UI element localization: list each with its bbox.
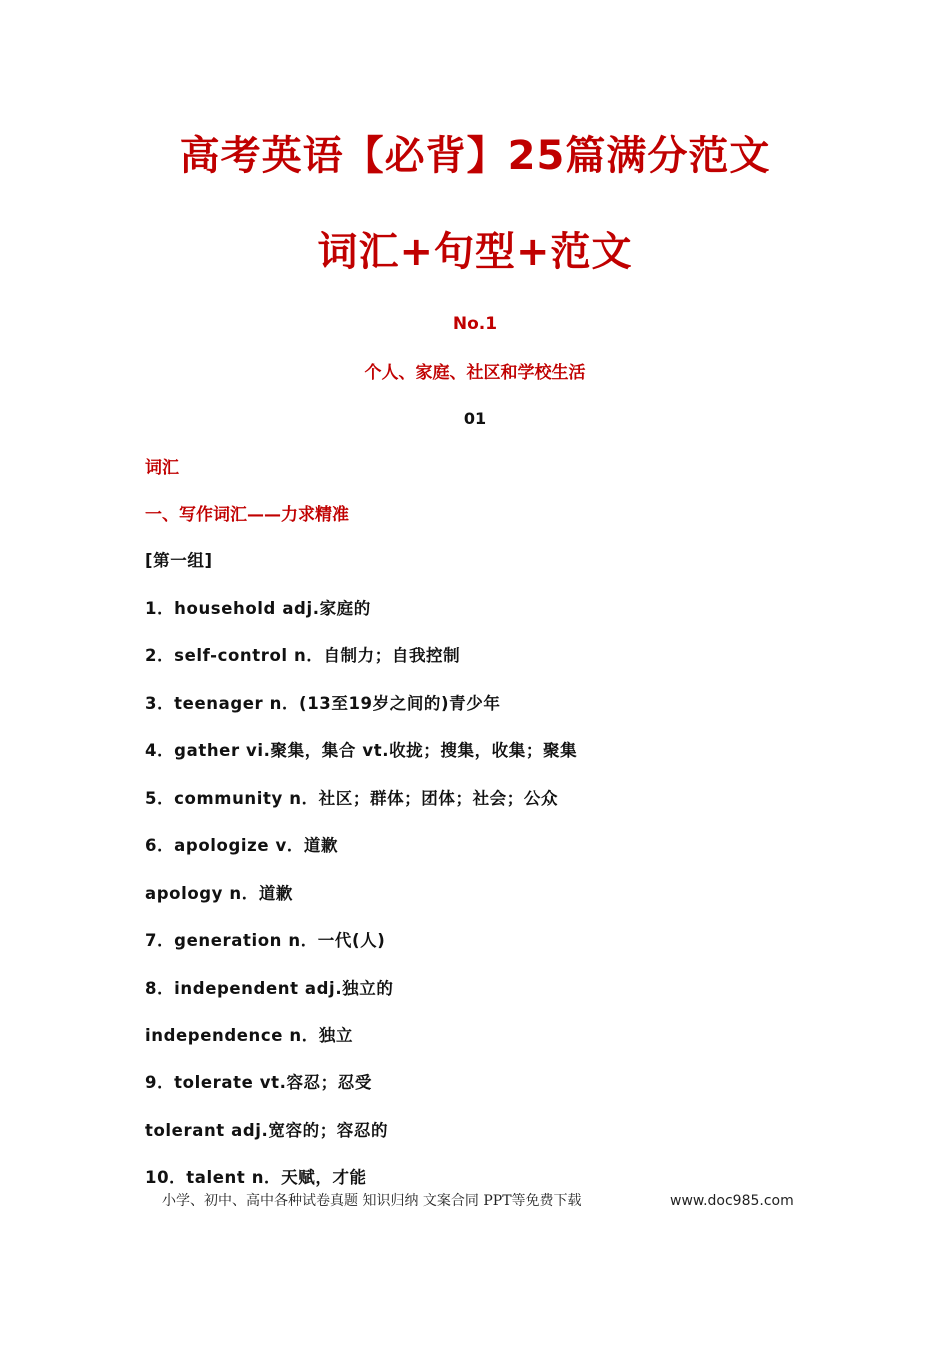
- vocab-item: 10．talent n．天赋，才能: [145, 1168, 367, 1187]
- vocab-item: 3．teenager n．(13至19岁之间的)青少年: [145, 694, 501, 713]
- document-title: 高考英语【必背】25篇满分范文: [179, 133, 771, 179]
- vocab-item: 5．community n．社区；群体；团体；社会；公众: [145, 789, 559, 808]
- vocab-heading: 词汇: [145, 458, 179, 478]
- vocab-item: 6．apologize v．道歉: [145, 836, 339, 855]
- subsection-number: 01: [463, 409, 487, 428]
- section-topic: 个人、家庭、社区和学校生活: [364, 363, 586, 383]
- vocab-item: 2．self-control n．自制力；自我控制: [145, 646, 461, 665]
- vocab-item: 1．household adj.家庭的: [145, 599, 371, 618]
- vocab-item: tolerant adj.宽容的；容忍的: [145, 1121, 389, 1140]
- section-number: No.1: [452, 314, 498, 334]
- vocab-item: 8．independent adj.独立的: [145, 979, 394, 998]
- vocab-item: apology n．道歉: [145, 884, 294, 903]
- footer-site-link[interactable]: www.doc985.com: [670, 1193, 794, 1209]
- vocab-item: 9．tolerate vt.容忍；忍受: [145, 1073, 372, 1092]
- vocab-item: 7．generation n．一代(人): [145, 931, 386, 950]
- vocab-subheading: 一、写作词汇——力求精准: [145, 505, 349, 525]
- document-subtitle: 词汇+句型+范文: [317, 229, 633, 275]
- group-label: [第一组]: [145, 551, 213, 570]
- vocab-item: 4．gather vi.聚集，集合 vt.收拢；搜集，收集；聚集: [145, 741, 578, 760]
- vocab-item: independence n．独立: [145, 1026, 354, 1045]
- footer-text: 小学、初中、高中各种试卷真题 知识归纳 文案合同 PPT等免费下载: [162, 1193, 582, 1209]
